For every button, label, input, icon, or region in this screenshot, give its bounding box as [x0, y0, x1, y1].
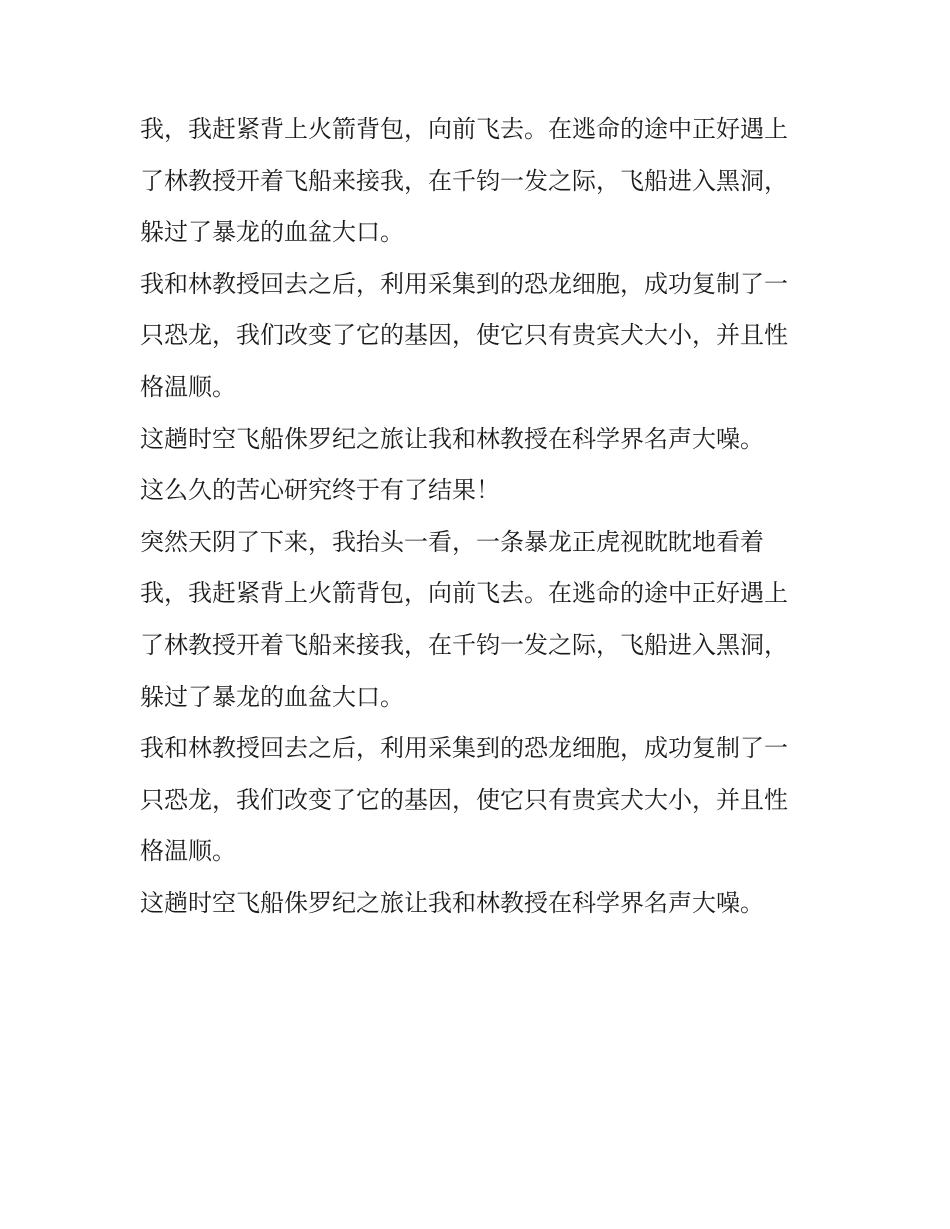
text-line: 格温顺。 [140, 372, 236, 401]
text-line: 躲过了暴龙的血盆大口。 [140, 682, 404, 711]
text-line: 这趟时空飞船侏罗纪之旅让我和林教授在科学界名声大噪。 [140, 888, 764, 917]
text-line: 了林教授开着飞船来接我，在千钧一发之际，飞船进入黑洞， [140, 166, 788, 195]
text-line: 这么久的苦心研究终于有了结果！ [140, 476, 500, 505]
text-line: 只恐龙，我们改变了它的基因，使它只有贵宾犬大小，并且性 [140, 321, 788, 350]
text-line: 我，我赶紧背上火箭背包，向前飞去。在逃命的途中正好遇上 [140, 579, 788, 608]
body-text [140, 104, 830, 930]
text-line: 我和林教授回去之后，利用采集到的恐龙细胞，成功复制了一 [140, 734, 788, 763]
text-line: 我，我赶紧背上火箭背包，向前飞去。在逃命的途中正好遇上 [140, 115, 788, 143]
text-line: 格温顺。 [140, 837, 236, 866]
text-line: 只恐龙，我们改变了它的基因，使它只有贵宾犬大小，并且性 [140, 785, 788, 814]
text-line: 我和林教授回去之后，利用采集到的恐龙细胞，成功复制了一 [140, 269, 788, 298]
text-line: 这趟时空飞船侏罗纪之旅让我和林教授在科学界名声大噪。 [140, 424, 764, 453]
text-line: 了林教授开着飞船来接我，在千钧一发之际，飞船进入黑洞， [140, 630, 788, 659]
text-line: 突然天阴了下来，我抬头一看，一条暴龙正虎视眈眈地看着 [140, 527, 764, 556]
text-line: 躲过了暴龙的血盆大口。 [140, 218, 404, 247]
